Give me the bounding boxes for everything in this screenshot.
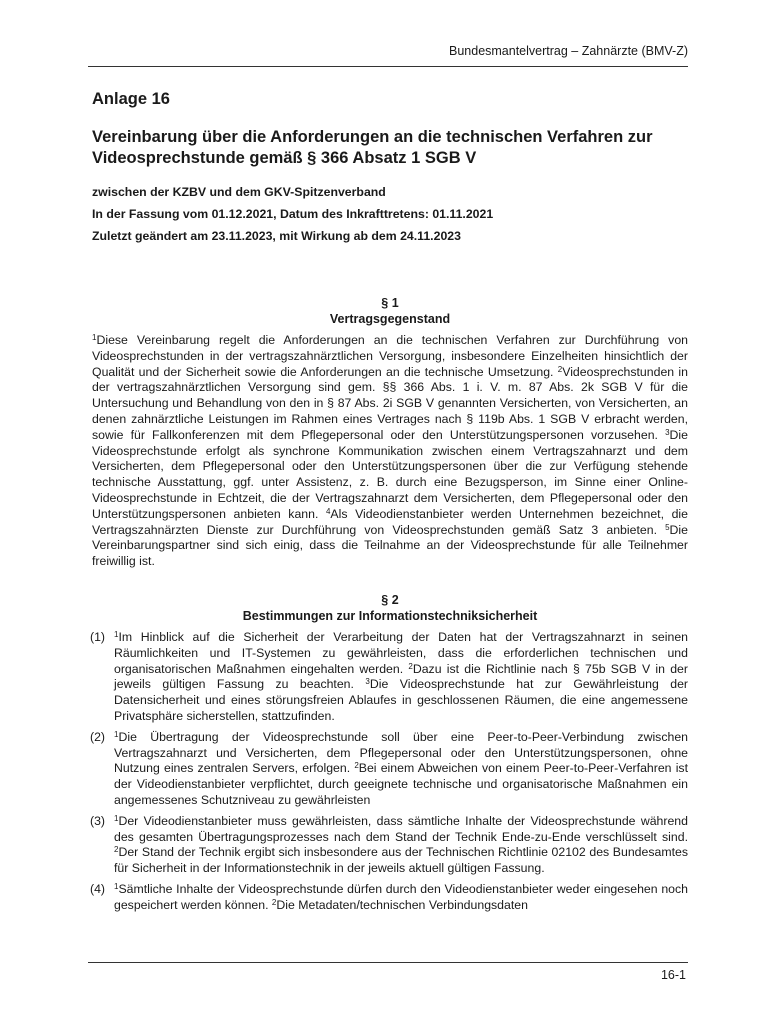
item-text: [114, 882, 688, 914]
running-header: [88, 40, 688, 67]
item-number: (4): [90, 881, 106, 896]
parties-line: zwischen der KZBV und dem GKV-Spitzenverband: [92, 185, 386, 199]
sentence: Diese Vereinbarung regelt die Anforderungen an die technischen Verfahren zur Durchführung von Videosprechstunden in der vertragszahnärztlichen Versorgung, insbesondere Einzelheiten hinsichtlich der Qualität und der Sicherheit sowie die Anforderungen an die technische Umsetzung.: [92, 333, 688, 379]
page-number: 16-1: [660, 968, 686, 982]
sentence-marker: 1: [114, 729, 119, 739]
sentence: Die Übertragung der Videosprechstunde soll über eine Peer-to-Peer-Verbindung zwischen Vertragszahnarzt und Versicherten, dem Pflegepersonal oder den Unterstützungspersonen, ohne Nutzung eines zentralen Servers, erfolgen.: [114, 729, 688, 776]
sentence-marker: 1: [114, 881, 119, 891]
page-content: [92, 90, 688, 919]
document-title: Vereinbarung über die Anforderungen an die technischen Verfahren zur Videosprechstunde gemäß § 366 Absatz 1 SGB V: [92, 128, 653, 167]
item-text: [114, 730, 688, 809]
sentence: Dazu ist die Richtlinie nach § 75b SGB V in der jeweils gültigen Fassung zu beachten.: [114, 661, 688, 692]
sentence-marker: 2: [354, 761, 359, 771]
list-item: [92, 882, 688, 914]
sentence-marker: 2: [114, 845, 119, 855]
section-1-title: Vertragsgegenstand: [329, 312, 451, 326]
sentence-marker: 2: [408, 661, 413, 671]
sentence-marker: 3: [365, 677, 370, 687]
amended-line: Zuletzt geändert am 23.11.2023, mit Wirkung ab dem 24.11.2023: [92, 229, 461, 243]
item-number: (3): [90, 813, 106, 828]
sentence-marker: 4: [325, 506, 331, 516]
sentence-marker: 5: [665, 522, 670, 532]
footer-rule: [88, 962, 688, 963]
sentence-marker: 2: [557, 364, 563, 374]
running-title: Bundesmantelvertrag – Zahnärzte (BMV-Z): [449, 44, 688, 58]
sentence: Im Hinblick auf die Sicherheit der Verarbeitung der Daten hat der Vertragszahnarzt in seinen Räumlichkeiten und IT-Systemen zu gewährleisten, dass die erforderlichen technischen und organisatorischen Maßnahmen eingehalten werden.: [114, 629, 688, 676]
section-2-title: Bestimmungen zur Informationstechniksicherheit: [242, 608, 538, 623]
sentence: Die Videosprechstunde hat zur Gewährleistung der Datensicherheit und eines störungsfreien Ablaufes in geschlossenen Räumen, die eine angemessene Privatsphäre sicherstellen, stattzufinden.: [114, 677, 689, 723]
item-text: [114, 630, 688, 725]
sentence: Der Videodienstanbieter muss gewährleisten, dass sämtliche Inhalte der Videosprechstunde während des gesamten Übertragungsprozesses nach dem Stand der Technik Ende-zu-Ende verschlüsselt sind.: [114, 813, 688, 844]
section-1-paragraph: [92, 333, 688, 570]
sentence: Videosprechstunden in der vertragszahnärztlichen Versorgung sind gem. §§ 366 Abs. 1 i. V. m. 87 Abs. 2k SGB V für die Untersuchung und Behandlung von den in § 87 Abs. 2i SGB V genannten Versicherten, von Versicherten, an denen zahnärztliche Leistungen im Rahmen eines Vertrages nach § 119b Abs. 1 SGB V erbracht werden, sowie für Fallkonferenzen mit dem Pflegepersonal oder den Unterstützungspersonen vorzusehen.: [92, 364, 688, 442]
list-item: [92, 814, 688, 877]
item-number: (1): [90, 629, 106, 644]
sentence: Als Videodienstanbieter werden Unternehmen bezeichnet, die Vertragszahnärzten Dienste zur Durchführung von Videosprechstunden gemäß Satz 3 anbieten.: [92, 506, 688, 537]
sentence-marker: 3: [665, 427, 670, 437]
sentence: Die Videosprechstunde erfolgt als synchrone Kommunikation zwischen einem Vertragszahnarzt und dem Versicherten, dem Pflegepersonal oder den Unterstützungspersonen über die zur Verfügung stehende technische Ausstattung, ggf. unter Assistenz, z. B. durch eine Bezugsperson, im Sinne einer Online-Videosprechstunde in Echtzeit, die der Vertragszahnarzt dem Versicherten, dem Pflegepersonal oder den Unterstützungspersonen anbieten kann.: [92, 427, 688, 521]
annex-heading: Anlage 16: [92, 90, 170, 108]
sentence: Die Vereinbarungspartner sind sich einig, dass die Teilnahme an der Videosprechstunde für alle Teilnehmer freiwillig ist.: [92, 522, 688, 569]
sentence: Der Stand der Technik ergibt sich insbesondere aus der Technischen Richtlinie 02102 des Bundesamtes für Sicherheit in der Informationstechnik in der jeweils aktuell gültigen Fassung.: [114, 845, 688, 876]
item-text: [114, 814, 688, 877]
sentence-marker: 1: [92, 333, 97, 342]
sentence: Die Metadaten/technischen Verbindungsdaten: [276, 897, 528, 912]
version-line: In der Fassung vom 01.12.2021, Datum des Inkrafttretens: 01.11.2021: [92, 207, 494, 221]
section-2-number: § 2: [381, 592, 399, 607]
sentence-marker: 2: [271, 897, 277, 907]
sentence-marker: 1: [114, 813, 119, 823]
sentence-marker: 1: [114, 629, 119, 639]
item-number: (2): [90, 729, 106, 744]
sentence: Sämtliche Inhalte der Videosprechstunde dürfen durch den Videodienstanbieter weder eingesehen noch gespeichert werden können.: [114, 881, 688, 912]
list-item: [92, 630, 688, 725]
list-item: [92, 730, 688, 809]
sentence: Bei einem Abweichen von einem Peer-to-Peer-Verfahren ist der Videodienstanbieter verpflichtet, durch geeignete technische und organisatorische Maßnahmen ein angemessenes Schutzniveau zu gewährleisten: [114, 761, 688, 807]
section-1-number: § 1: [381, 296, 399, 310]
